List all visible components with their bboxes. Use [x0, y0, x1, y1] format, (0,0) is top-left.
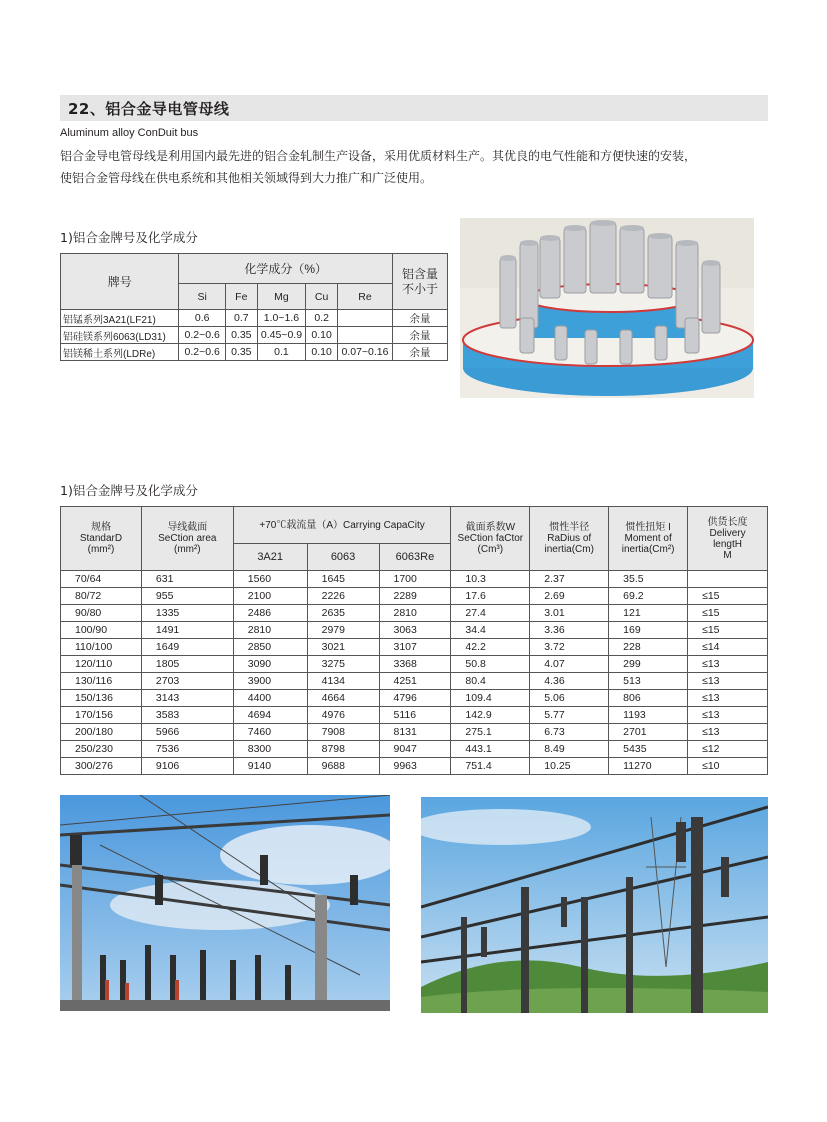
header-line: RaDius of [547, 533, 592, 544]
table-row [61, 327, 448, 344]
mg-value: 0.45~0.9 [257, 327, 306, 344]
section-factor-cell: 751.4 [451, 758, 530, 775]
section-factor-cell: 275.1 [451, 724, 530, 741]
header-line: 惯性扭矩 I [625, 522, 671, 533]
substation-illustration-left [60, 795, 390, 1011]
table-row [61, 656, 768, 673]
moment-cell: 1193 [609, 707, 688, 724]
grade-name: 铝镁稀土系列(LDRe) [61, 344, 179, 361]
capacity-6063-cell: 3021 [307, 639, 379, 656]
capacity-3a21-cell: 8300 [233, 741, 307, 758]
table-row [61, 588, 768, 605]
section-area-header [141, 507, 233, 571]
radius-cell: 3.01 [530, 605, 609, 622]
re-value [338, 310, 393, 327]
capacity-3a21-cell: 2850 [233, 639, 307, 656]
alloy-6063-header: 6063 [307, 544, 379, 571]
standard-cell: 90/80 [61, 605, 142, 622]
capacity-6063re-cell: 4796 [379, 690, 451, 707]
header-line: inertia(Cm) [544, 544, 594, 555]
table-row [61, 639, 768, 656]
re-value: 0.07~0.16 [338, 344, 393, 361]
alloy-3a21-header: 3A21 [233, 544, 307, 571]
capacity-6063re-cell: 9963 [379, 758, 451, 775]
capacity-3a21-cell: 7460 [233, 724, 307, 741]
capacity-6063-cell: 4664 [307, 690, 379, 707]
header-line: SeCtion faCtor [457, 533, 524, 544]
header-line: (Cm³) [477, 544, 504, 555]
header-line: lengtH [713, 538, 742, 550]
section-factor-cell: 443.1 [451, 741, 530, 758]
substation-photo-left [60, 795, 390, 1011]
capacity-6063-cell: 2979 [307, 622, 379, 639]
header-line: (mm²) [173, 544, 201, 555]
element-header: Si [179, 284, 226, 310]
cu-value: 0.10 [306, 344, 338, 361]
table-row [61, 724, 768, 741]
carrying-capacity-header: +70℃载流量（A）Carrying CapaCity [233, 507, 451, 544]
capacity-3a21-cell: 3900 [233, 673, 307, 690]
capacity-6063-cell: 2635 [307, 605, 379, 622]
moment-cell: 513 [609, 673, 688, 690]
area-cell: 955 [141, 588, 233, 605]
table-row [61, 673, 768, 690]
fe-value: 0.35 [225, 344, 257, 361]
moment-cell: 11270 [609, 758, 688, 775]
header-line: M [723, 549, 732, 561]
table-row [61, 758, 768, 775]
capacity-6063re-cell: 5116 [379, 707, 451, 724]
header-line: 规格 [90, 522, 111, 533]
capacity-6063re-cell: 2810 [379, 605, 451, 622]
section-factor-cell: 50.8 [451, 656, 530, 673]
section-title-bar [60, 95, 768, 121]
section-factor-header [451, 507, 530, 571]
grade-header: 牌号 [61, 254, 179, 310]
moment-cell: 169 [609, 622, 688, 639]
header-line: Delivery [709, 527, 746, 539]
table-row [61, 310, 448, 327]
capacity-6063re-cell: 9047 [379, 741, 451, 758]
mg-value: 0.1 [257, 344, 306, 361]
capacity-3a21-cell: 2100 [233, 588, 307, 605]
area-cell: 631 [141, 571, 233, 588]
capacity-3a21-cell: 4694 [233, 707, 307, 724]
standard-cell: 300/276 [61, 758, 142, 775]
header-line: Moment of [624, 533, 672, 544]
delivery-length-cell: ≤15 [688, 622, 768, 639]
english-subtitle: Aluminum alloy ConDuit bus [60, 127, 199, 139]
moment-cell: 806 [609, 690, 688, 707]
cu-value: 0.10 [306, 327, 338, 344]
intro-paragraph [60, 145, 780, 189]
delivery-length-cell: ≤15 [688, 588, 768, 605]
delivery-length-cell: ≤15 [688, 605, 768, 622]
area-cell: 1649 [141, 639, 233, 656]
section-factor-cell: 80.4 [451, 673, 530, 690]
fe-value: 0.35 [225, 327, 257, 344]
capacity-6063re-cell: 1700 [379, 571, 451, 588]
grade-name: 铝锰系列3A21(LF21) [61, 310, 179, 327]
capacity-6063-cell: 4976 [307, 707, 379, 724]
standard-cell: 70/64 [61, 571, 142, 588]
moment-cell: 228 [609, 639, 688, 656]
element-header: Fe [225, 284, 257, 310]
table-row [61, 707, 768, 724]
aluminum-content-line1: 铝含量 [401, 266, 438, 281]
element-header: Mg [257, 284, 306, 310]
table2-heading: 1)铝合金牌号及化学成分 [60, 483, 198, 498]
area-cell: 5966 [141, 724, 233, 741]
radius-cell: 5.77 [530, 707, 609, 724]
header-line: 供货长度 [707, 516, 748, 528]
section-factor-cell: 34.4 [451, 622, 530, 639]
area-cell: 7536 [141, 741, 233, 758]
al-value: 余量 [392, 327, 447, 344]
capacity-6063re-cell: 3107 [379, 639, 451, 656]
table-row [61, 605, 768, 622]
spec-table-body [61, 571, 768, 775]
intro-line-1: 铝合金导电管母线是利用国内最先进的铝合金轧制生产设备，采用优质材料生产。其优良的电气性能和方便快速的安装， [60, 149, 697, 163]
radius-cell: 3.72 [530, 639, 609, 656]
radius-cell: 5.06 [530, 690, 609, 707]
tube-display-illustration [460, 218, 754, 398]
capacity-6063-cell: 1645 [307, 571, 379, 588]
section-factor-cell: 10.3 [451, 571, 530, 588]
delivery-length-cell [688, 571, 768, 588]
section-factor-cell: 42.2 [451, 639, 530, 656]
table-row [61, 690, 768, 707]
mg-value: 1.0~1.6 [257, 310, 306, 327]
section-factor-cell: 17.6 [451, 588, 530, 605]
delivery-length-cell: ≤13 [688, 690, 768, 707]
moment-header [609, 507, 688, 571]
area-cell: 9106 [141, 758, 233, 775]
area-cell: 1491 [141, 622, 233, 639]
alloy-composition-table [60, 253, 448, 361]
chem-composition-header: 化学成分（%） [179, 254, 393, 284]
moment-cell: 35.5 [609, 571, 688, 588]
radius-cell: 6.73 [530, 724, 609, 741]
delivery-length-cell: ≤14 [688, 639, 768, 656]
capacity-6063-cell: 4134 [307, 673, 379, 690]
radius-cell: 8.49 [530, 741, 609, 758]
standard-cell: 200/180 [61, 724, 142, 741]
standard-cell: 250/230 [61, 741, 142, 758]
capacity-3a21-cell: 3090 [233, 656, 307, 673]
capacity-3a21-cell: 9140 [233, 758, 307, 775]
element-header: Cu [306, 284, 338, 310]
capacity-6063-cell: 8798 [307, 741, 379, 758]
grade-name: 铝硅镁系列6063(LD31) [61, 327, 179, 344]
section-title: 22、铝合金导电管母线 [68, 100, 230, 118]
standard-cell: 120/110 [61, 656, 142, 673]
conduit-spec-table [60, 506, 768, 775]
header-line: (mm²) [87, 544, 115, 555]
section-factor-cell: 27.4 [451, 605, 530, 622]
si-value: 0.6 [179, 310, 226, 327]
capacity-3a21-cell: 2486 [233, 605, 307, 622]
table-row [61, 571, 768, 588]
capacity-6063re-cell: 2289 [379, 588, 451, 605]
capacity-6063re-cell: 4251 [379, 673, 451, 690]
standard-cell: 80/72 [61, 588, 142, 605]
capacity-3a21-cell: 4400 [233, 690, 307, 707]
radius-cell: 3.36 [530, 622, 609, 639]
si-value: 0.2~0.6 [179, 327, 226, 344]
table-row [61, 622, 768, 639]
al-value: 余量 [392, 344, 447, 361]
moment-cell: 2701 [609, 724, 688, 741]
moment-cell: 5435 [609, 741, 688, 758]
header-line: inertia(Cm²) [621, 544, 675, 555]
section-factor-cell: 142.9 [451, 707, 530, 724]
re-value [338, 327, 393, 344]
delivery-length-cell: ≤13 [688, 673, 768, 690]
moment-cell: 121 [609, 605, 688, 622]
standard-header [61, 507, 142, 571]
header-line: SeCtion area [158, 533, 217, 544]
capacity-6063re-cell: 8131 [379, 724, 451, 741]
radius-cell: 2.37 [530, 571, 609, 588]
capacity-6063re-cell: 3063 [379, 622, 451, 639]
table1-heading: 1)铝合金牌号及化学成分 [60, 230, 198, 245]
fe-value: 0.7 [225, 310, 257, 327]
capacity-6063-cell: 2226 [307, 588, 379, 605]
header-line: StandarD [79, 533, 123, 544]
capacity-3a21-cell: 1560 [233, 571, 307, 588]
radius-header [530, 507, 609, 571]
substation-illustration-right [421, 797, 768, 1013]
standard-cell: 130/116 [61, 673, 142, 690]
header-line: 惯性半径 [549, 522, 590, 533]
delivery-length-cell: ≤10 [688, 758, 768, 775]
radius-cell: 4.36 [530, 673, 609, 690]
moment-cell: 69.2 [609, 588, 688, 605]
standard-cell: 150/136 [61, 690, 142, 707]
standard-cell: 100/90 [61, 622, 142, 639]
aluminum-content-line2: 不小于 [401, 281, 438, 296]
alloy-6063re-header: 6063Re [379, 544, 451, 571]
substation-photo-right [421, 797, 768, 1013]
capacity-6063re-cell: 3368 [379, 656, 451, 673]
area-cell: 1805 [141, 656, 233, 673]
cu-value: 0.2 [306, 310, 338, 327]
delivery-length-header [688, 507, 768, 571]
intro-line-2: 使铝合金管母线在供电系统和其他相关领域得到大力推广和广泛使用。 [60, 171, 433, 185]
capacity-6063-cell: 7908 [307, 724, 379, 741]
area-cell: 3143 [141, 690, 233, 707]
standard-cell: 110/100 [61, 639, 142, 656]
delivery-length-cell: ≤13 [688, 656, 768, 673]
table-row [61, 741, 768, 758]
element-header: Re [338, 284, 393, 310]
capacity-3a21-cell: 2810 [233, 622, 307, 639]
delivery-length-cell: ≤12 [688, 741, 768, 758]
delivery-length-cell: ≤13 [688, 707, 768, 724]
capacity-6063-cell: 9688 [307, 758, 379, 775]
area-cell: 3583 [141, 707, 233, 724]
si-value: 0.2~0.6 [179, 344, 226, 361]
header-line: 导线截面 [167, 522, 208, 533]
capacity-6063-cell: 3275 [307, 656, 379, 673]
header-line: 截面系数W [465, 522, 516, 533]
section-factor-cell: 109.4 [451, 690, 530, 707]
area-cell: 2703 [141, 673, 233, 690]
table-row [61, 344, 448, 361]
product-display-photo [460, 218, 754, 398]
standard-cell: 170/156 [61, 707, 142, 724]
radius-cell: 10.25 [530, 758, 609, 775]
radius-cell: 4.07 [530, 656, 609, 673]
delivery-length-cell: ≤13 [688, 724, 768, 741]
al-value: 余量 [392, 310, 447, 327]
area-cell: 1335 [141, 605, 233, 622]
moment-cell: 299 [609, 656, 688, 673]
aluminum-content-header [392, 254, 447, 310]
radius-cell: 2.69 [530, 588, 609, 605]
